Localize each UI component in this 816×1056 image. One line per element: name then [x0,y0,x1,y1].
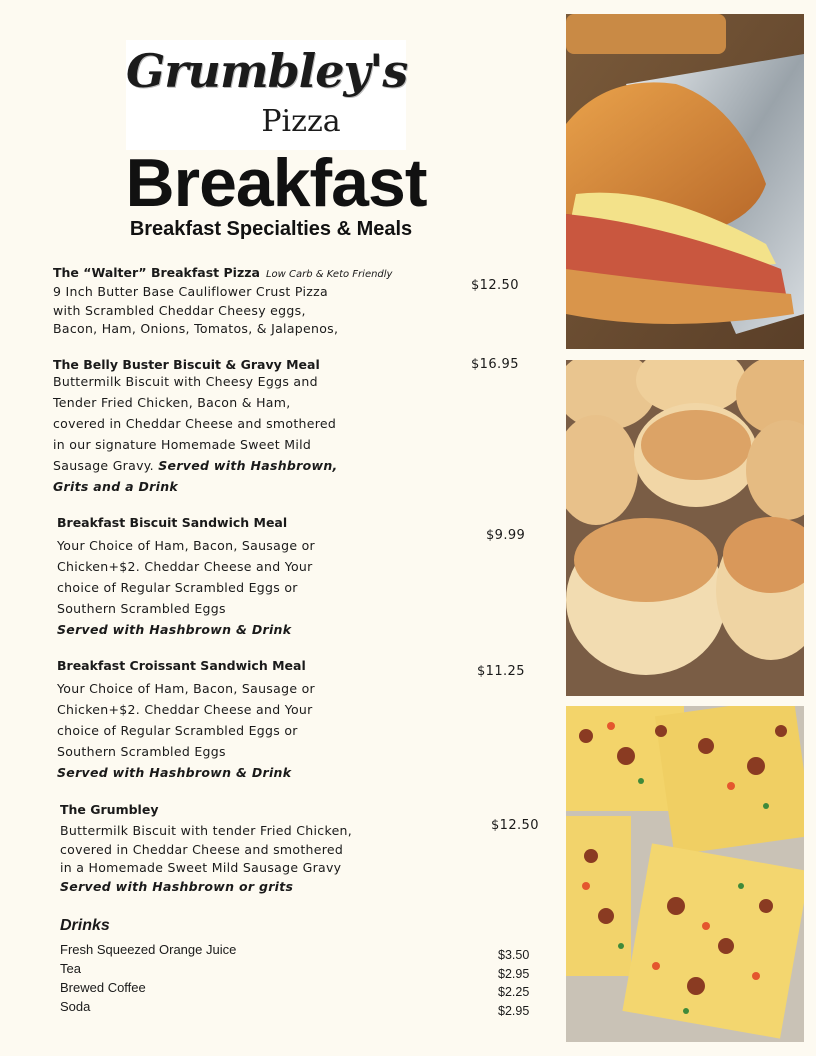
item-description [60,822,352,896]
desc-line: Sausage Gravy. [53,458,154,473]
desc-line: covered in Cheddar Cheese and smothered [60,841,344,857]
desc-line: Chicken+$2. Cheddar Cheese and Your [57,702,313,717]
drink-price: $2.95 [498,1003,530,1018]
item-description [57,678,315,783]
desc-line: Your Choice of Ham, Bacon, Sausage or [57,538,315,553]
page-title: Breakfast [125,145,427,221]
drink-price: $3.50 [498,948,530,962]
item-description [53,283,338,339]
item-price: $12.50 [471,278,519,293]
item-price: $16.95 [471,357,519,372]
desc-line: Buttermilk Biscuit with Cheesy Eggs and [53,374,318,389]
item-description [53,371,338,497]
item-note: Served with Hashbrown & Drink [57,765,292,780]
croissant-sandwich-photo [566,14,804,349]
item-note: Grits and a Drink [53,479,179,494]
desc-line: Southern Scrambled Eggs [57,601,226,616]
menu-item-croissant-sandwich: Breakfast Croissant Sandwich Meal [57,658,306,673]
desc-line: Bacon, Ham, Onions, Tomatos, & Jalapenos, [53,321,339,336]
drinks-heading: Drinks [60,917,110,934]
desc-line: Chicken+$2. Cheddar Cheese and Your [57,559,313,574]
item-note: Served with Hashbrown, [158,458,338,473]
item-description [57,535,315,640]
drink-name: Soda [60,999,91,1014]
biscuits-photo [566,360,804,696]
item-name: The “Walter” Breakfast Pizza [53,265,260,280]
brand-logo [126,40,406,150]
menu-item-walter [53,262,392,281]
croissant-sandwich-image [566,14,804,349]
desc-line: in a Homemade Sweet Mild Sausage Gravy [60,860,342,875]
item-price: $9.99 [486,528,526,543]
breakfast-pizza-photo [566,706,804,1042]
desc-line: Southern Scrambled Eggs [57,744,226,759]
page-subtitle: Breakfast Specialties & Meals [129,218,413,240]
desc-line: covered in Cheddar Cheese and smothered [53,416,337,431]
brand-name: Grumbley's [126,44,408,98]
desc-line: 9 Inch Butter Base Cauliflower Crust Pizza [53,284,328,299]
drinks-list [60,940,236,1016]
biscuits-image [566,360,804,696]
item-note: Served with Hashbrown & Drink [57,622,292,637]
breakfast-pizza-image [566,706,804,1042]
drink-price: $2.95 [498,966,530,981]
desc-line: Buttermilk Biscuit with tender Fried Chicken, [60,823,353,838]
drinks-prices [498,946,529,1020]
desc-line: choice of Regular Scrambled Eggs or [57,723,298,738]
desc-line: in our signature Homemade Sweet Mild [53,437,312,452]
drink-price: $2.25 [498,985,530,999]
menu-item-biscuit-sandwich: Breakfast Biscuit Sandwich Meal [57,515,288,530]
drink-name: Fresh Squeezed Orange Juice [60,942,237,957]
menu-item-grumbley: The Grumbley [60,802,159,817]
desc-line: choice of Regular Scrambled Eggs or [57,580,298,595]
item-note: Served with Hashbrown or grits [60,878,294,894]
item-price: $11.25 [477,664,525,679]
drink-name: Tea [60,961,81,976]
item-price: $12.50 [491,818,539,833]
desc-line: with Scrambled Cheddar Cheesy eggs, [53,302,306,318]
desc-line: Tender Fried Chicken, Bacon & Ham, [53,395,291,410]
item-tag: Low Carb & Keto Friendly [265,269,393,280]
brand-sub: Pizza [261,104,341,139]
drink-name: Brewed Coffee [60,980,146,995]
menu-item-belly-buster: The Belly Buster Biscuit & Gravy Meal [53,357,320,372]
desc-line: Your Choice of Ham, Bacon, Sausage or [57,681,315,696]
